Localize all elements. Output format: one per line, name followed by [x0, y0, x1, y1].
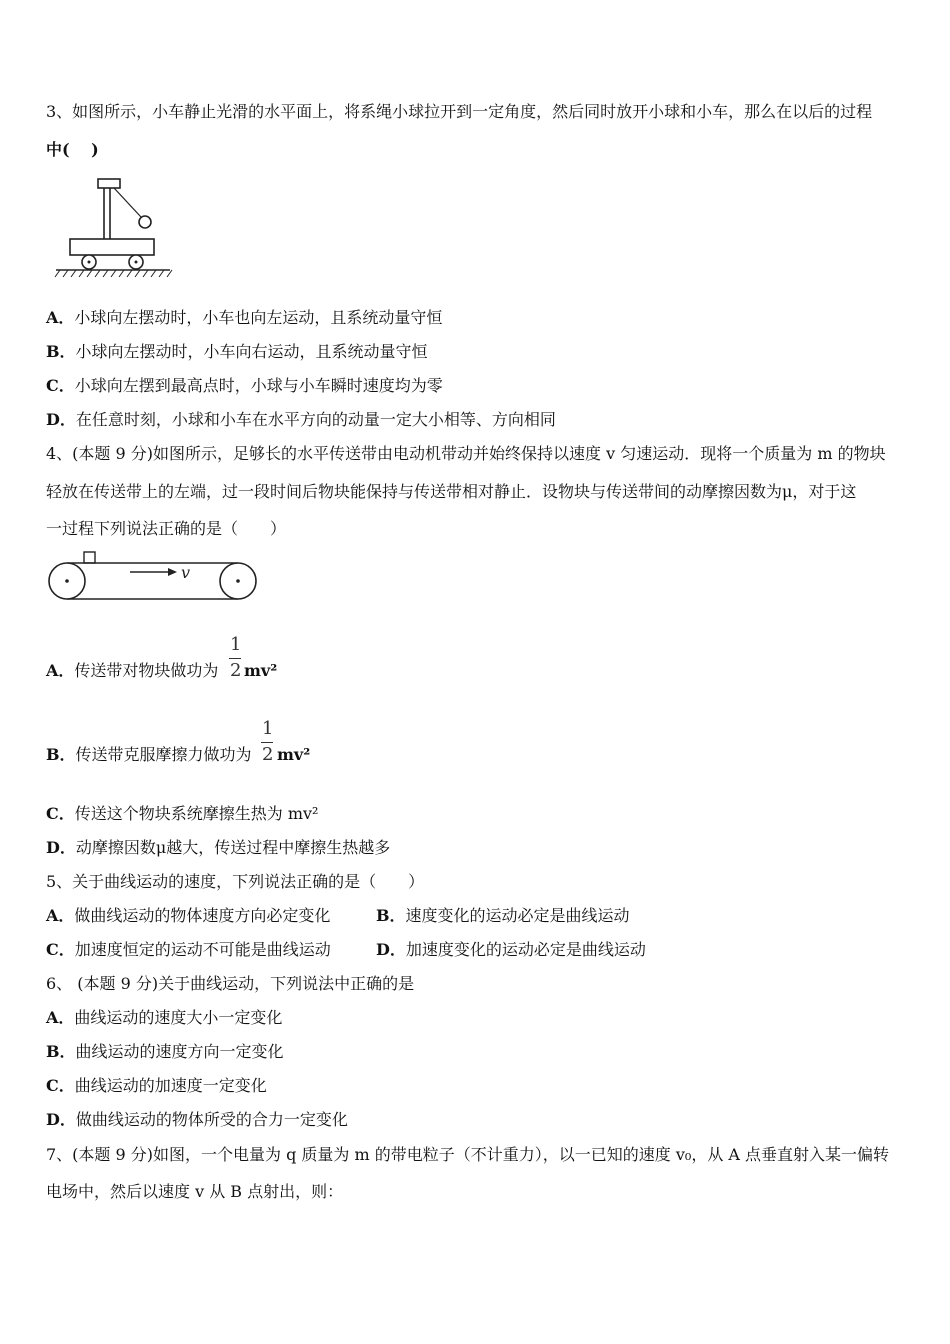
q3-option-a: A．小球向左摆动时，小车也向左运动，且系统动量守恒 — [46, 308, 443, 327]
q5-option-d: D．加速度变化的运动必定是曲线运动 — [376, 940, 646, 959]
q7-stem-line1: 7、(本题 9 分)如图，一个电量为 q 质量为 m 的带电粒子（不计重力），以一已知的速度 v₀，从 A 点垂直射入某一偏转 — [46, 1145, 890, 1164]
q4-stem-line3: 一过程下列说法正确的是（ ） — [46, 519, 287, 538]
q4-option-a-tail: mv² — [244, 661, 278, 680]
q5-option-b: B．速度变化的运动必定是曲线运动 — [376, 906, 630, 925]
q3-stem-line2: 中( ) — [46, 140, 99, 159]
q4-option-d: D．动摩擦因数μ越大，传送过程中摩擦生热越多 — [46, 838, 391, 857]
cart-pendulum-figure — [54, 176, 174, 280]
q6-option-b: B．曲线运动的速度方向一定变化 — [46, 1042, 284, 1061]
q3-option-d: D．在任意时刻，小球和小车在水平方向的动量一定大小相等、方向相同 — [46, 410, 556, 429]
q3-stem-line1: 3、如图所示，小车静止光滑的水平面上，将系绳小球拉开到一定角度，然后同时放开小球和小车，那么在以后的过程 — [46, 102, 873, 121]
q3-option-b: B．小球向左摆动时，小车向右运动，且系统动量守恒 — [46, 342, 428, 361]
velocity-label: v — [181, 563, 191, 582]
q4-option-a: A．传送带对物块做功为 — [46, 661, 219, 680]
q6-option-a: A．曲线运动的速度大小一定变化 — [46, 1008, 283, 1027]
q3-option-c: C．小球向左摆到最高点时，小球与小车瞬时速度均为零 — [46, 376, 443, 395]
q6-stem: 6、 (本题 9 分)关于曲线运动，下列说法中正确的是 — [46, 974, 415, 993]
q6-option-d: D．做曲线运动的物体所受的合力一定变化 — [46, 1110, 348, 1129]
conveyor-belt-figure — [44, 548, 260, 604]
q5-option-c: C．加速度恒定的运动不可能是曲线运动 — [46, 940, 331, 959]
q4-option-b: B．传送带克服摩擦力做功为 — [46, 745, 252, 764]
q4-option-b-tail: mv² — [277, 745, 311, 764]
q4-stem-line2: 轻放在传送带上的左端，过一段时间后物块能保持与传送带相对静止．设物块与传送带间的动摩擦因数为μ，对于这 — [46, 482, 857, 501]
q7-stem-line2: 电场中，然后以速度 v 从 B 点射出，则： — [46, 1182, 344, 1201]
q5-option-a: A．做曲线运动的物体速度方向必定变化 — [46, 906, 331, 925]
q4-option-c: C．传送这个物块系统摩擦生热为 mv² — [46, 804, 319, 823]
q6-option-c: C．曲线运动的加速度一定变化 — [46, 1076, 267, 1095]
q5-stem: 5、关于曲线运动的速度，下列说法正确的是（ ） — [46, 872, 425, 891]
q4-stem-line1: 4、(本题 9 分)如图所示，足够长的水平传送带由电动机带动并始终保持以速度 v 匀速运动．现将一个质量为 m 的物块 — [46, 444, 886, 463]
